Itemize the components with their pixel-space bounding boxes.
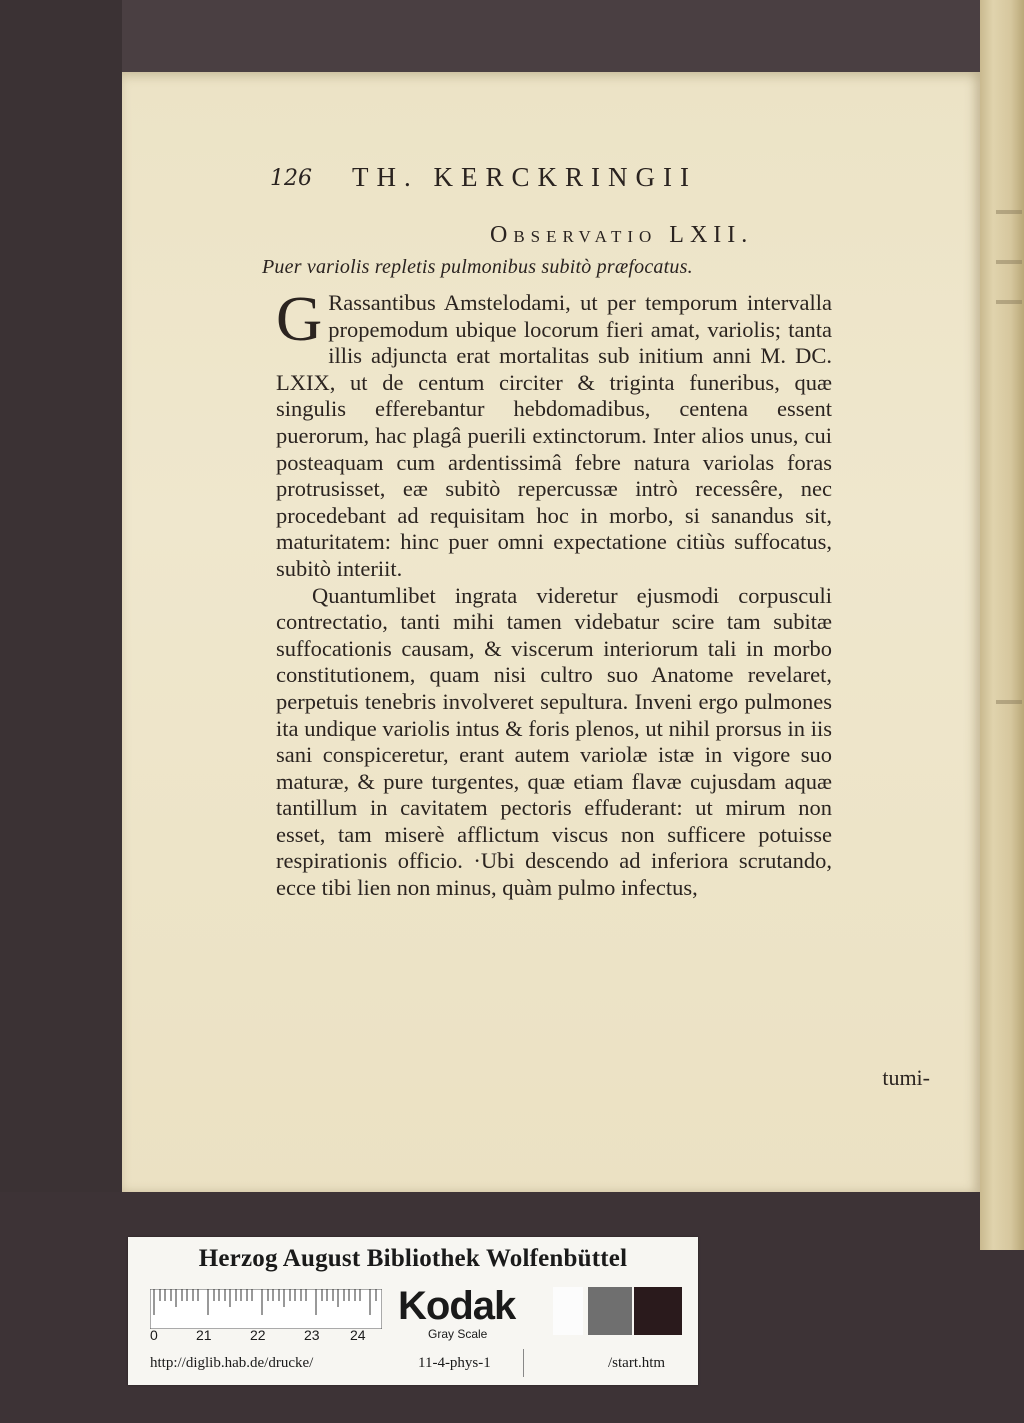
edge-mark bbox=[996, 700, 1022, 704]
gray-scale-label: Gray Scale bbox=[428, 1327, 488, 1341]
body-text bbox=[276, 283, 832, 902]
ruler-label: 23 bbox=[304, 1327, 320, 1343]
gray-swatch-white bbox=[553, 1287, 583, 1335]
book-page bbox=[122, 72, 980, 1192]
paragraph-2: Quantumlibet ingrata videretur ejusmodi corpusculi contrectatio, tanti mihi tamen videbatur scire tam subitæ suffocationis causam, & viscerum interiorum tali in morbo constitutionem, quam nisi cultro suo Anatome revelaret, perpetuis tenebris involveret sepultura. Inveni ergo pulmones ita undique variolis intus & foris plenos, ut nihil prorsus in iis sani conspiceretur, erant autem variolæ istæ in vigore suo maturæ, & pure turgentes, quæ etiam flavæ cujusdam aquæ tantillum in cavitatem pectoris effuderant: ut mirum non esset, tam miserè afflictum viscus non sufficere potuisse respirationis officio. ·Ubi descendo ad inferiora scrutando, ecce tibi lien non minus, quàm pulmo infectus, bbox=[276, 582, 832, 901]
edge-mark bbox=[996, 300, 1022, 304]
page-header bbox=[270, 162, 830, 202]
scan-target-card bbox=[128, 1237, 698, 1385]
drop-cap: G bbox=[276, 283, 323, 354]
gray-swatch-mid bbox=[588, 1287, 632, 1335]
observation-subtitle: Puer variolis repletis pulmonibus subitò præfocatus. bbox=[262, 256, 693, 278]
adjacent-page-edge bbox=[980, 0, 1024, 1250]
kodak-logo: Kodak bbox=[398, 1284, 516, 1328]
observation-title: Observatio LXII. bbox=[490, 222, 754, 248]
shelfmark: 11-4-phys-1 bbox=[418, 1355, 491, 1371]
ruler-label: 24 bbox=[350, 1327, 366, 1343]
ruler-label: 22 bbox=[250, 1327, 266, 1343]
card-divider bbox=[523, 1349, 524, 1377]
paragraph-1-text: Rassantibus Amstelodami, ut per temporum intervalla propemodum ubique locorum fieri amat, variolis; tanta illis adjuncta erat mortalitas sub initium anni M. DC. LXIX, ut de centum circiter & triginta funeribus, quæ singulis efferebantur hebdomadibus, centena essent puerorum, hac plagâ puerili extinctorum. Inter alios unus, cui posteaquam cum ardentissimâ febre natura variolas foras protrusisset, eæ subitò repercussæ intrò recessêre, nec procedebant ad requisitam hoc in morbo, si sanandus sit, maturitatem: hinc puer omni expectatione citiùs suffocatus, subitò interiit. bbox=[276, 290, 832, 581]
catchword: tumi- bbox=[882, 1065, 930, 1090]
source-url: http://diglib.hab.de/drucke/ bbox=[150, 1355, 314, 1371]
ruler-scale bbox=[150, 1289, 382, 1329]
edge-mark bbox=[996, 210, 1022, 214]
library-name: Herzog August Bibliothek Wolfenbüttel bbox=[198, 1245, 628, 1272]
gray-swatch-black bbox=[634, 1287, 682, 1335]
ruler-label: 0 bbox=[150, 1327, 158, 1343]
paragraph-1 bbox=[276, 283, 832, 583]
page-number: 126 bbox=[270, 166, 312, 191]
start-path: /start.htm bbox=[608, 1355, 666, 1371]
running-title: TH. KERCKRINGII bbox=[352, 162, 697, 192]
ruler-label: 21 bbox=[196, 1327, 212, 1343]
edge-mark bbox=[996, 260, 1022, 264]
ruler-labels bbox=[150, 1327, 390, 1345]
